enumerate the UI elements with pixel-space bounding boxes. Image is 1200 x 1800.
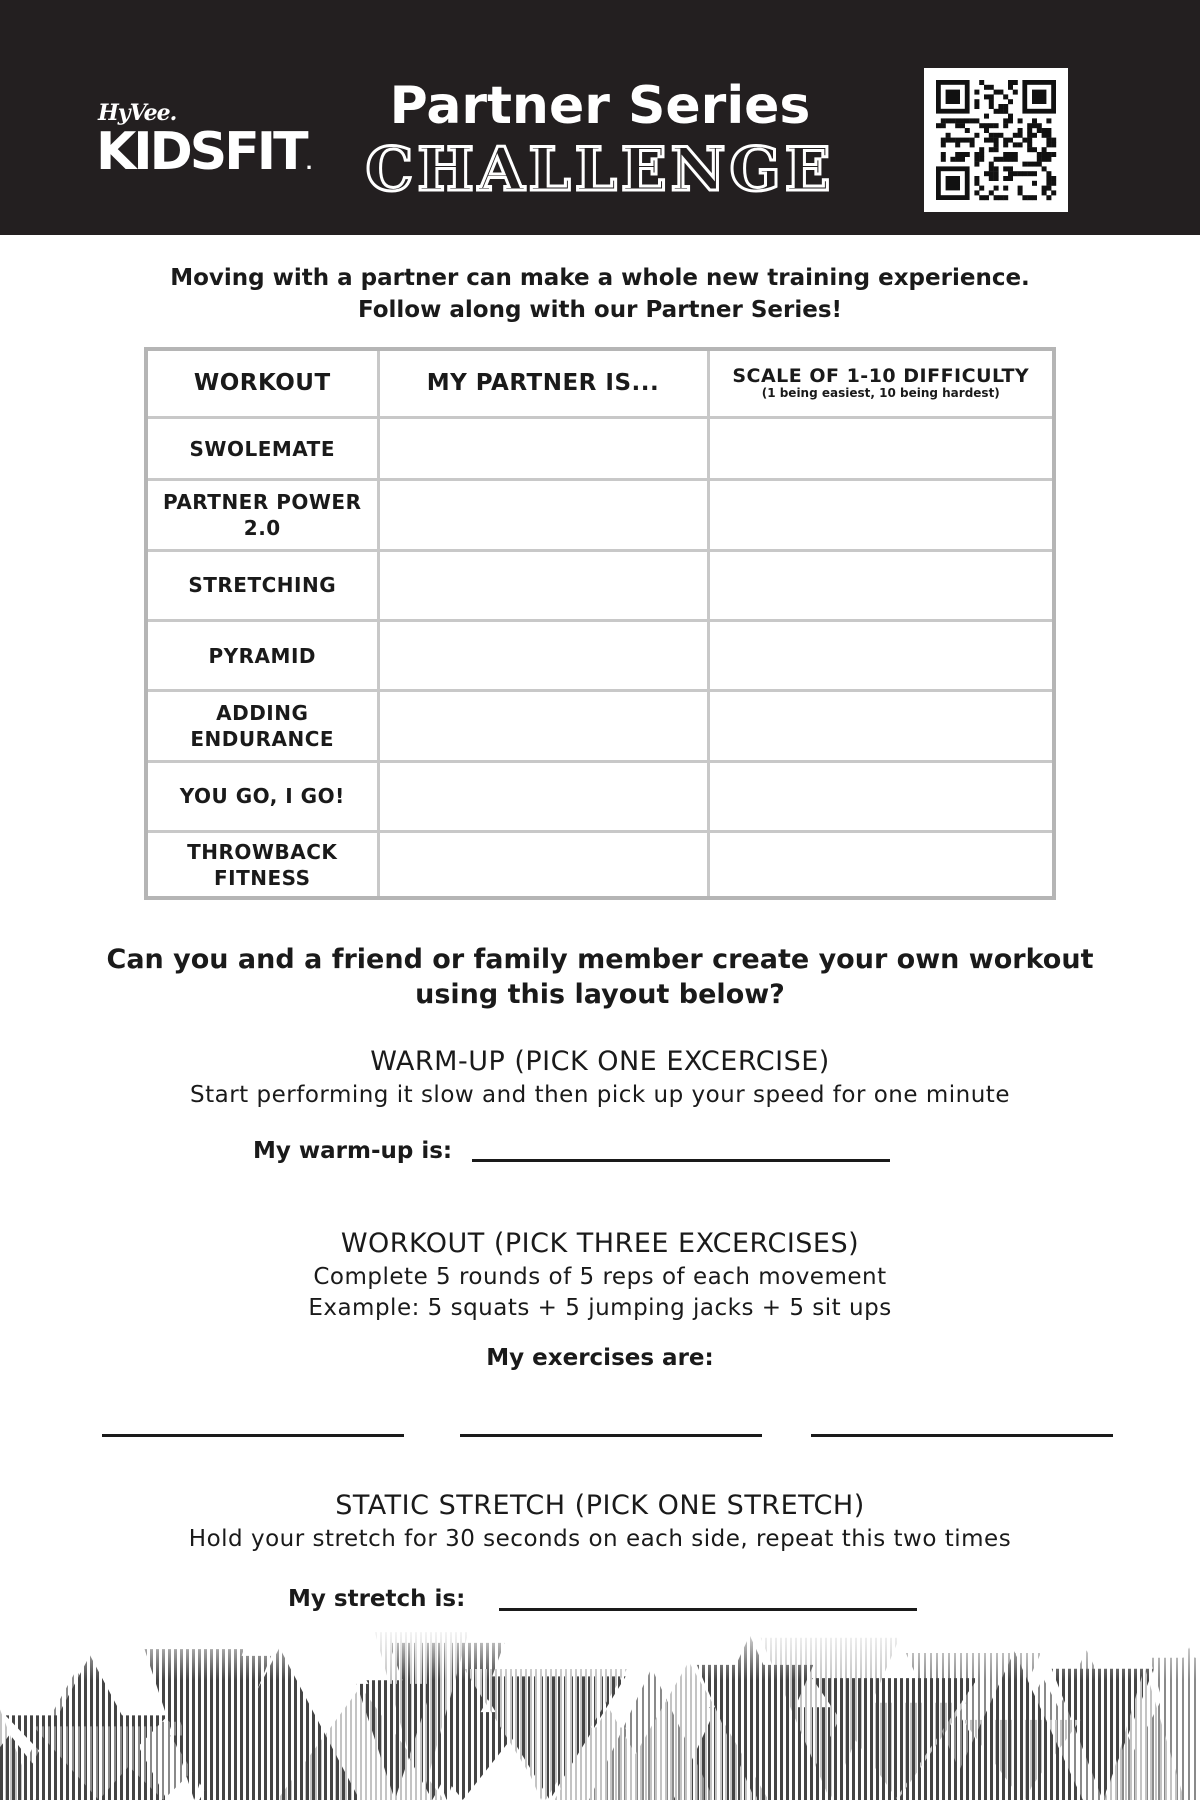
table-row xyxy=(146,480,1054,550)
intro-text xyxy=(100,262,1100,326)
stretch-instructions: Hold your stretch for 30 seconds on each side, repeat this two times xyxy=(188,1526,1012,1552)
page-title: Partner Series xyxy=(389,76,811,136)
hyvee-logo-text: HyVee. xyxy=(98,100,177,126)
exercise-answer-line-1[interactable] xyxy=(102,1434,404,1437)
table-row xyxy=(146,691,1054,761)
header-workout: WORKOUT xyxy=(146,349,378,417)
workout-title: WORKOUT (PICK THREE EXCERCISES) xyxy=(340,1228,860,1259)
stretch-title: STATIC STRETCH (PICK ONE STRETCH) xyxy=(335,1490,865,1521)
difficulty-cell[interactable] xyxy=(708,761,1054,831)
workout-name xyxy=(146,761,378,831)
header-banner xyxy=(0,0,1200,235)
stretch-label: My stretch is: xyxy=(288,1586,466,1612)
workout-name xyxy=(146,620,378,690)
difficulty-cell[interactable] xyxy=(708,480,1054,550)
exercises-label: My exercises are: xyxy=(486,1345,714,1371)
page-subtitle: CHALLENGE xyxy=(365,135,835,205)
exercise-answer-line-3[interactable] xyxy=(811,1434,1113,1437)
exercise-answer-line-2[interactable] xyxy=(460,1434,762,1437)
table-row xyxy=(146,550,1054,620)
workout-name-line-1: THROWBACK xyxy=(187,839,338,864)
workout-name-line-1: SWOLEMATE xyxy=(189,436,335,461)
workout-name-line-2: FITNESS xyxy=(213,865,311,890)
warmup-title: WARM-UP (PICK ONE EXCERCISE) xyxy=(370,1046,830,1077)
workout-name-line-2: 2.0 xyxy=(243,515,281,540)
workout-name xyxy=(146,832,378,898)
workout-instructions-1: Complete 5 rounds of 5 reps of each movement xyxy=(313,1264,887,1290)
workout-name-line-2: ENDURANCE xyxy=(190,727,335,751)
workout-instructions-2: Example: 5 squats + 5 jumping jacks + 5 sit ups xyxy=(308,1295,892,1321)
warmup-instructions: Start performing it slow and then pick up your speed for one minute xyxy=(190,1082,1010,1108)
difficulty-cell[interactable] xyxy=(708,417,1054,479)
qr-code-icon[interactable] xyxy=(924,68,1068,212)
partner-cell[interactable] xyxy=(378,550,708,620)
header-difficulty-label: SCALE OF 1-10 DIFFICULTY xyxy=(732,365,1030,388)
create-workout-prompt xyxy=(80,942,1120,1012)
kidsfit-logo xyxy=(96,122,313,182)
partner-cell[interactable] xyxy=(378,417,708,479)
workout-name xyxy=(146,480,378,550)
workout-name xyxy=(146,550,378,620)
header-difficulty-note: (1 being easiest, 10 being hardest) xyxy=(761,386,1000,401)
table-row xyxy=(146,620,1054,690)
workout-name-line-1: YOU GO, I GO! xyxy=(179,784,345,809)
intro-line-1: Moving with a partner can make a whole new training experience. xyxy=(170,265,1030,291)
stretch-answer-line[interactable] xyxy=(499,1608,917,1611)
table-header-row xyxy=(146,349,1054,417)
difficulty-cell[interactable] xyxy=(708,832,1054,898)
header-difficulty xyxy=(708,349,1054,417)
workout-name-line-1: ADDING xyxy=(216,701,309,725)
difficulty-cell[interactable] xyxy=(708,691,1054,761)
workout-name-line-1: STRETCHING xyxy=(188,573,337,598)
difficulty-cell[interactable] xyxy=(708,550,1054,620)
table-row xyxy=(146,832,1054,898)
kidsfit-logo-text: KIDSFIT xyxy=(96,122,306,182)
workout-name xyxy=(146,417,378,479)
warmup-answer-line[interactable] xyxy=(472,1159,890,1162)
workout-name-line-1: PYRAMID xyxy=(208,643,316,668)
workout-name xyxy=(146,691,378,761)
intro-line-2: Follow along with our Partner Series! xyxy=(357,297,843,323)
partner-cell[interactable] xyxy=(378,832,708,898)
header-partner: MY PARTNER IS... xyxy=(378,349,708,417)
decorative-triangle-pattern xyxy=(0,1630,1200,1800)
partner-cell[interactable] xyxy=(378,761,708,831)
prompt-line-1: Can you and a friend or family member create your own workout xyxy=(106,944,1094,975)
table-row xyxy=(146,417,1054,479)
prompt-line-2: using this layout below? xyxy=(415,979,785,1010)
workout-name-line-1: PARTNER POWER xyxy=(163,489,362,514)
table-row xyxy=(146,761,1054,831)
kidsfit-logo-mark: . xyxy=(305,153,313,174)
partner-cell[interactable] xyxy=(378,620,708,690)
warmup-label: My warm-up is: xyxy=(253,1138,453,1164)
partner-series-table xyxy=(144,347,1056,900)
partner-cell[interactable] xyxy=(378,691,708,761)
difficulty-cell[interactable] xyxy=(708,620,1054,690)
partner-cell[interactable] xyxy=(378,480,708,550)
